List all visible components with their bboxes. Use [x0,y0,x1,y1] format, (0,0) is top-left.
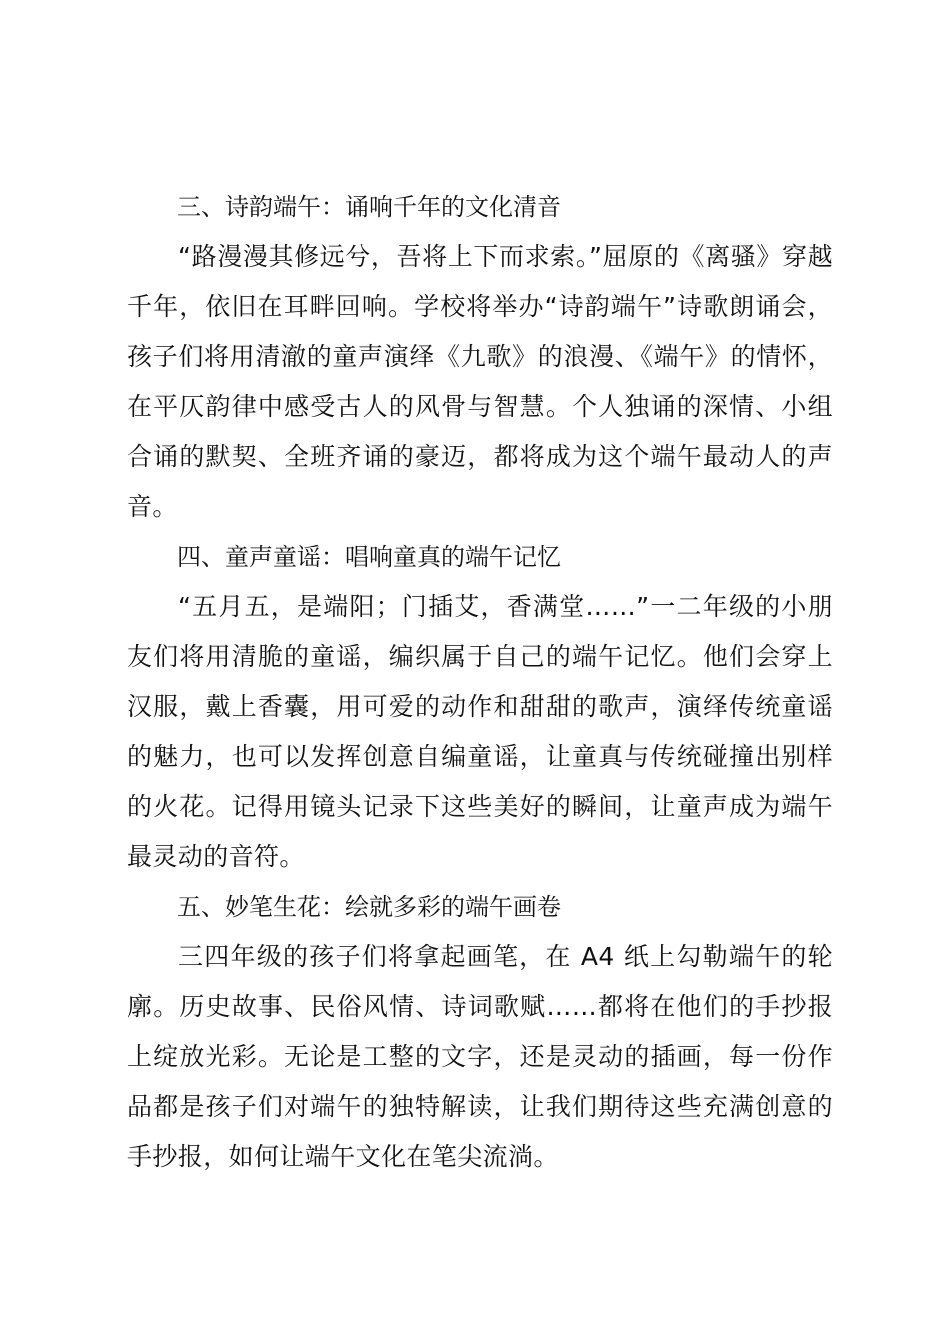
section-heading: 四、童声童谣：唱响童真的端午记忆 [177,543,561,571]
section-heading: 三、诗韵端午：诵响千年的文化清音 [177,193,561,221]
section-paragraph: 三四年级的孩子们将拿起画笔，在 A4 纸上勾勒端午的轮廓。历史故事、民俗风情、诗词歌赋……都将在他们的手抄报上绽放光彩。无论是工整的文字，还是灵动的插画，每一份作品都是孩子们对端午的独特解读，让我们期待这些充满创意的手抄报，如何让端午文化在笔尖流淌。 [127,942,833,1171]
document-page [127,182,833,1182]
section-nursery-rhymes [127,532,833,882]
section-paragraph: “五月五，是端阳；门插艾，香满堂……”一二年级的小朋友们将用清脆的童谣，编织属于自己的端午记忆。他们会穿上汉服，戴上香囊，用可爱的动作和甜甜的歌声，演绎传统童谣的魅力，也可以发挥创意自编童谣，让童真与传统碰撞出别样的火花。记得用镜头记录下这些美好的瞬间，让童声成为端午最灵动的音符。 [127,592,833,871]
section-heading: 五、妙笔生花：绘就多彩的端午画卷 [177,893,561,921]
section-painting [127,882,833,1182]
section-poetry [127,182,833,532]
section-paragraph: “路漫漫其修远兮，吾将上下而求索。”屈原的《离骚》穿越千年，依旧在耳畔回响。学校将举办“诗韵端午”诗歌朗诵会，孩子们将用清澈的童声演绎《九歌》的浪漫、《端午》的情怀，在平仄韵律中感受古人的风骨与智慧。个人独诵的深情、小组合诵的默契、全班齐诵的豪迈，都将成为这个端午最动人的声音。 [127,242,833,521]
